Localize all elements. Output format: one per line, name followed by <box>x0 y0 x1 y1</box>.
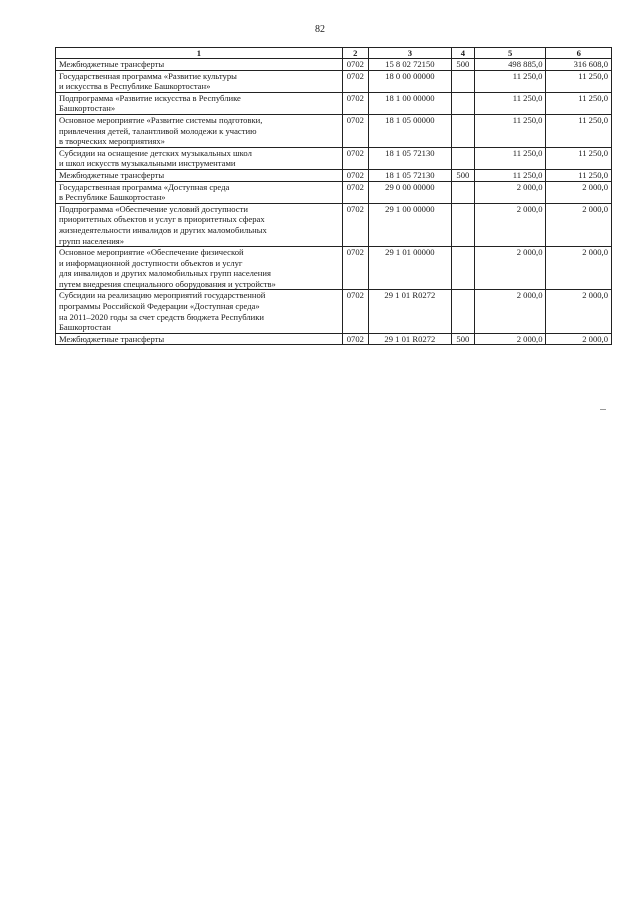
section-code: 0702 <box>342 59 368 71</box>
amount-year-2: 11 250,0 <box>546 114 612 147</box>
target-article: 29 1 00 00000 <box>368 203 451 246</box>
amount-year-1: 11 250,0 <box>474 114 546 147</box>
table-row <box>56 59 612 71</box>
target-article: 29 1 01 R0272 <box>368 290 451 333</box>
target-article: 29 1 01 R0272 <box>368 333 451 345</box>
target-article: 29 1 01 00000 <box>368 247 451 290</box>
expense-type <box>451 147 474 169</box>
budget-table <box>55 47 612 345</box>
amount-year-1: 2 000,0 <box>474 290 546 333</box>
expense-type <box>451 181 474 203</box>
scan-mark <box>600 409 606 410</box>
table-row <box>56 114 612 147</box>
table-row <box>56 290 612 333</box>
target-article: 18 1 00 00000 <box>368 92 451 114</box>
target-article: 18 1 05 72130 <box>368 147 451 169</box>
row-name: Межбюджетные трансферты <box>56 169 343 181</box>
table-row <box>56 169 612 181</box>
section-code: 0702 <box>342 290 368 333</box>
target-article: 18 1 05 72130 <box>368 169 451 181</box>
amount-year-1: 11 250,0 <box>474 92 546 114</box>
column-header: 4 <box>451 48 474 59</box>
expense-type: 500 <box>451 169 474 181</box>
amount-year-2: 11 250,0 <box>546 70 612 92</box>
table-row <box>56 181 612 203</box>
section-code: 0702 <box>342 169 368 181</box>
amount-year-2: 316 608,0 <box>546 59 612 71</box>
expense-type: 500 <box>451 59 474 71</box>
table-row <box>56 70 612 92</box>
target-article: 15 8 02 72150 <box>368 59 451 71</box>
amount-year-1: 498 885,0 <box>474 59 546 71</box>
row-name: Подпрограмма «Развитие искусства в Республике Башкортостан» <box>56 92 343 114</box>
expense-type <box>451 247 474 290</box>
column-header: 6 <box>546 48 612 59</box>
expense-type <box>451 290 474 333</box>
row-name: Основное мероприятие «Развитие системы подготовки, привлечения детей, талантливой молодежи к участию в творческих мероприятиях» <box>56 114 343 147</box>
table-row <box>56 92 612 114</box>
amount-year-2: 11 250,0 <box>546 147 612 169</box>
amount-year-1: 2 000,0 <box>474 181 546 203</box>
table-row <box>56 333 612 345</box>
table-row <box>56 147 612 169</box>
column-header: 1 <box>56 48 343 59</box>
table-row <box>56 203 612 246</box>
amount-year-2: 2 000,0 <box>546 203 612 246</box>
column-header: 5 <box>474 48 546 59</box>
target-article: 18 1 05 00000 <box>368 114 451 147</box>
section-code: 0702 <box>342 70 368 92</box>
amount-year-1: 2 000,0 <box>474 333 546 345</box>
section-code: 0702 <box>342 247 368 290</box>
section-code: 0702 <box>342 203 368 246</box>
amount-year-2: 2 000,0 <box>546 247 612 290</box>
table-row <box>56 247 612 290</box>
expense-type <box>451 92 474 114</box>
amount-year-2: 2 000,0 <box>546 290 612 333</box>
row-name: Межбюджетные трансферты <box>56 333 343 345</box>
amount-year-2: 2 000,0 <box>546 333 612 345</box>
column-header: 3 <box>368 48 451 59</box>
amount-year-2: 11 250,0 <box>546 169 612 181</box>
amount-year-1: 11 250,0 <box>474 169 546 181</box>
row-name: Государственная программа «Развитие культуры и искусства в Республике Башкортостан» <box>56 70 343 92</box>
row-name: Субсидии на оснащение детских музыкальных школ и школ искусств музыкальными инструментами <box>56 147 343 169</box>
column-header: 2 <box>342 48 368 59</box>
section-code: 0702 <box>342 333 368 345</box>
expense-type <box>451 114 474 147</box>
amount-year-1: 2 000,0 <box>474 203 546 246</box>
page-number: 82 <box>315 24 325 35</box>
expense-type: 500 <box>451 333 474 345</box>
amount-year-1: 11 250,0 <box>474 147 546 169</box>
amount-year-2: 2 000,0 <box>546 181 612 203</box>
row-name: Основное мероприятие «Обеспечение физической и информационной доступности объектов и услуг для инвалидов и других маломобильных групп населения путем внедрения специального оборудования и устройств» <box>56 247 343 290</box>
section-code: 0702 <box>342 114 368 147</box>
row-name: Межбюджетные трансферты <box>56 59 343 71</box>
row-name: Подпрограмма «Обеспечение условий доступности приоритетных объектов и услуг в приоритетных сферах жизнедеятельности инвалидов и других маломобильных групп населения» <box>56 203 343 246</box>
amount-year-1: 11 250,0 <box>474 70 546 92</box>
section-code: 0702 <box>342 92 368 114</box>
target-article: 18 0 00 00000 <box>368 70 451 92</box>
target-article: 29 0 00 00000 <box>368 181 451 203</box>
section-code: 0702 <box>342 147 368 169</box>
expense-type <box>451 203 474 246</box>
section-code: 0702 <box>342 181 368 203</box>
row-name: Субсидии на реализацию мероприятий государственной программы Российской Федерации «Доступная среда» на 2011–2020 годы за счет средств бюджета Республики Башкортостан <box>56 290 343 333</box>
expense-type <box>451 70 474 92</box>
row-name: Государственная программа «Доступная среда в Республике Башкортостан» <box>56 181 343 203</box>
amount-year-1: 2 000,0 <box>474 247 546 290</box>
table-header-row <box>56 48 612 59</box>
amount-year-2: 11 250,0 <box>546 92 612 114</box>
